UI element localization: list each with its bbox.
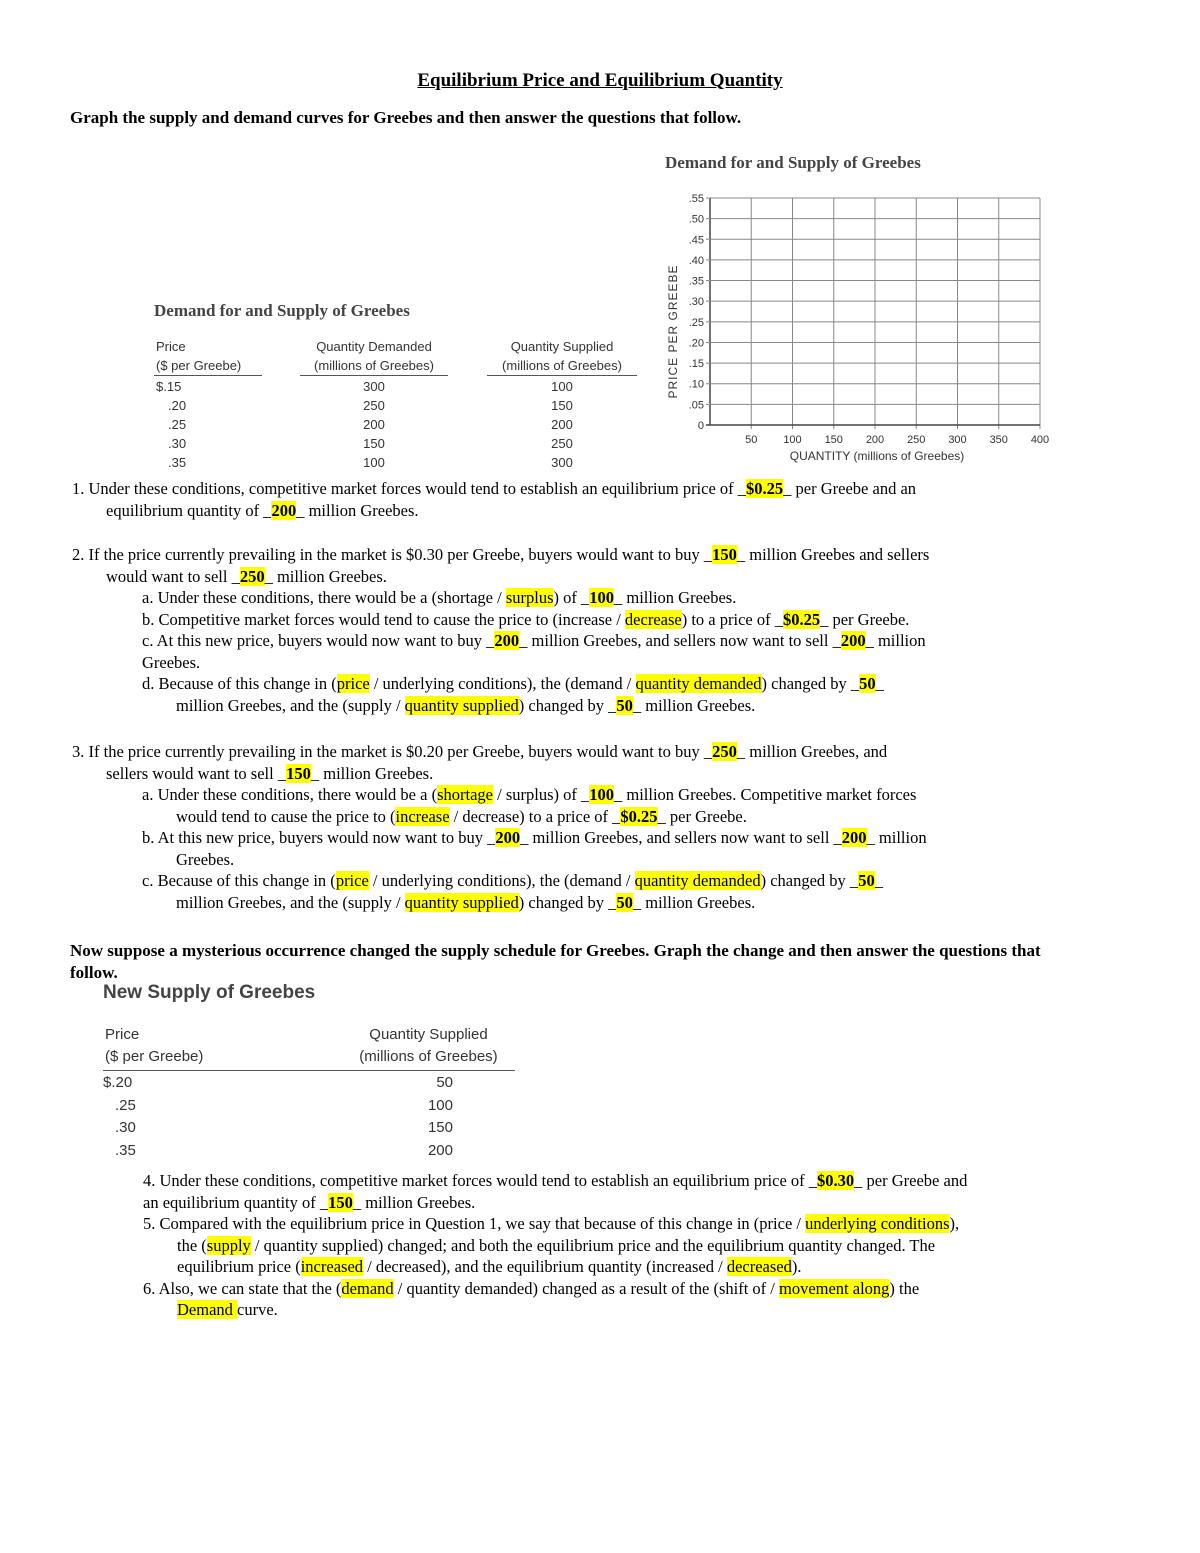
table1-cell: 250 <box>551 436 573 451</box>
y-tick-label: .20 <box>688 337 704 350</box>
y-tick-label: .30 <box>688 296 704 309</box>
q3-part-a-cont: would tend to cause the price to (increase / decrease) to a price of _$0.25_ per Greebe. <box>176 806 747 826</box>
y-tick-label: .55 <box>688 193 704 205</box>
table2-cell: 150 <box>427 1119 453 1136</box>
page-title: Equilibrium Price and Equilibrium Quantity <box>417 70 783 91</box>
y-tick-label: .25 <box>688 316 704 329</box>
table2-cell: 100 <box>427 1096 453 1114</box>
q1-answer-quantity: 200 <box>271 500 297 520</box>
q2-part-b: b. Competitive market forces would tend to cause the price to (increase / decrease) to a price of _$0.25_ per Greebe. <box>142 609 910 629</box>
table2-cell: .35 <box>115 1141 136 1159</box>
q2-line2: would want to sell _250_ million Greebes. <box>106 566 387 586</box>
table2-header-price <box>105 1024 203 1068</box>
q3-part-c: c. Because of this change in (price / underlying conditions), the (demand / quantity demanded) changed by _50_ <box>142 871 883 890</box>
q3-part-c-cont: million Greebes, and the (supply / quantity supplied) changed by _50_ million Greebes. <box>176 892 756 912</box>
table2-header-supplied <box>341 1024 516 1068</box>
x-tick-label: 350 <box>989 434 1008 446</box>
table1-cell: 150 <box>363 436 385 451</box>
demand-supply-table <box>152 297 637 473</box>
table2-header-supplied-line1: Quantity Supplied <box>369 1026 488 1043</box>
table2-header-supplied-line2: (millions of Greebes) <box>359 1048 498 1065</box>
table1-cell: .35 <box>168 455 187 470</box>
table2-title: New Supply of Greebes <box>103 982 316 1003</box>
table1-title: Demand for and Supply of Greebes <box>154 301 410 320</box>
q1-answer-price: $0.25 <box>746 479 784 498</box>
q5-line1: 5. Compared with the equilibrium price in Question 1, we say that because of this change in (price / underlying conditions), <box>143 1214 960 1233</box>
question-3 <box>72 741 1152 913</box>
y-tick-label: .40 <box>688 254 704 267</box>
table2-cell: .25 <box>115 1096 136 1114</box>
questions-4-6 <box>143 1170 1143 1321</box>
table1-header-demanded-line1: Quantity Demanded <box>316 339 432 354</box>
y-tick-label: .05 <box>688 399 704 412</box>
q2-line1: 2. If the price currently prevailing in the market is $0.30 per Greebe, buyers would want to buy _150_ million Greebes and sellers <box>72 545 930 564</box>
y-tick-label: 0 <box>697 420 704 432</box>
q6-line1: 6. Also, we can state that the (demand / quantity demanded) changed as a result of the (shift of / movement along) the <box>143 1278 920 1298</box>
x-tick-label: 400 <box>1030 434 1050 446</box>
new-supply-table <box>103 980 523 1165</box>
question-2 <box>72 544 1152 716</box>
y-tick-label: .50 <box>688 213 704 226</box>
table2-header-price-line1: Price <box>105 1026 140 1043</box>
q2-part-a: a. Under these conditions, there would be a (shortage / surplus) of _100_ million Greebes. <box>142 588 737 607</box>
table1-cell: 150 <box>551 398 573 413</box>
table1-cell: $.15 <box>156 379 182 394</box>
table2-cell: 50 <box>436 1074 453 1091</box>
q2-part-d: d. Because of this change in (price / underlying conditions), the (demand / quantity demanded) changed by _50_ <box>142 674 884 693</box>
q5-line3: equilibrium price (increased / decreased), and the equilibrium quantity (increased / decreased). <box>177 1257 802 1276</box>
table1-header-supplied-line1: Quantity Supplied <box>510 339 614 354</box>
q2-part-d-cont: million Greebes, and the (supply / quantity supplied) changed by _50_ million Greebes. <box>176 695 756 715</box>
table1-cell: .20 <box>168 398 187 413</box>
table2-header-price-line2: ($ per Greebe) <box>105 1048 204 1065</box>
y-tick-label: .10 <box>688 378 704 391</box>
table1-header-demanded <box>300 337 448 375</box>
table1-header-supplied <box>487 337 637 375</box>
q2-part-c-cont: Greebes. <box>142 652 201 672</box>
table2-cell: 200 <box>427 1141 453 1159</box>
q5-line2: the (supply / quantity supplied) changed; and both the equilibrium price and the equilibrium quantity changed. The <box>177 1235 936 1255</box>
y-tick-label: .45 <box>688 234 704 247</box>
q1-line2: equilibrium quantity of _200_ million Greebes. <box>106 500 419 520</box>
x-tick-label: 50 <box>745 434 758 446</box>
q1-line1: 1. Under these conditions, competitive market forces would tend to establish an equilibrium price of _$0.25_ per Greebe and an <box>72 479 917 498</box>
graph-y-axis-label: PRICE PER GREEBE <box>666 264 680 399</box>
table1-cell: 200 <box>363 417 385 432</box>
q3-line2: sellers would want to sell _150_ million Greebes. <box>106 763 434 783</box>
x-tick-label: 300 <box>948 434 967 446</box>
q3-part-b: b. At this new price, buyers would now want to buy _200_ million Greebes, and sellers now want to sell _200_ million <box>142 828 927 847</box>
q4-line1: 4. Under these conditions, competitive market forces would tend to establish an equilibrium price of _$0.30_ per Greebe and <box>143 1171 968 1190</box>
new-supply-instruction: Now suppose a mysterious occurrence changed the supply schedule for Greebes. Graph the change and then answer the questions that follow. <box>70 941 1041 982</box>
instruction-text: Graph the supply and demand curves for Greebes and then answer the questions that follow. <box>70 108 742 127</box>
supply-demand-graph[interactable] <box>660 180 1080 470</box>
table1-cell: 100 <box>551 379 573 394</box>
table1-header-price <box>156 337 241 375</box>
y-tick-label: .35 <box>688 275 704 288</box>
q3-part-b-cont: Greebes. <box>176 849 235 869</box>
x-tick-label: 200 <box>865 434 885 446</box>
graph-x-axis-label: QUANTITY (millions of Greebes) <box>789 449 965 463</box>
x-tick-label: 250 <box>907 434 926 446</box>
graph-grid <box>706 198 1040 429</box>
table1-header-price-line1: Price <box>156 339 186 354</box>
q6-line2: Demand curve. <box>177 1300 278 1319</box>
x-tick-label: 150 <box>824 434 843 446</box>
table1-cell: 300 <box>551 455 573 470</box>
table1-header-supplied-line2: (millions of Greebes) <box>502 358 622 373</box>
question-1 <box>72 478 1152 521</box>
q3-line1: 3. If the price currently prevailing in the market is $0.20 per Greebe, buyers would want to buy _250_ million Greebes, and <box>72 742 888 761</box>
table2-cell: $.20 <box>103 1074 133 1091</box>
table1-header-demanded-line2: (millions of Greebes) <box>314 358 434 373</box>
q4-line2: an equilibrium quantity of _150_ million Greebes. <box>143 1192 476 1212</box>
table1-cell: 200 <box>551 417 573 432</box>
table1-header-price-line2: ($ per Greebe) <box>156 358 242 373</box>
table2-cell: .30 <box>115 1119 136 1136</box>
table1-cell: .30 <box>168 436 187 451</box>
q2-part-c: c. At this new price, buyers would now want to buy _200_ million Greebes, and sellers now want to sell _200_ million <box>142 631 926 650</box>
x-tick-label: 100 <box>783 434 802 446</box>
table1-cell: 300 <box>363 379 385 394</box>
q3-part-a: a. Under these conditions, there would be a (shortage / surplus) of _100_ million Greebes. Competitive market forces <box>142 785 917 804</box>
table1-cell: .25 <box>168 417 187 432</box>
y-tick-label: .15 <box>688 358 704 371</box>
table1-cell: 100 <box>363 455 385 470</box>
graph-title: Demand for and Supply of Greebes <box>665 153 921 172</box>
table1-cell: 250 <box>363 398 385 413</box>
